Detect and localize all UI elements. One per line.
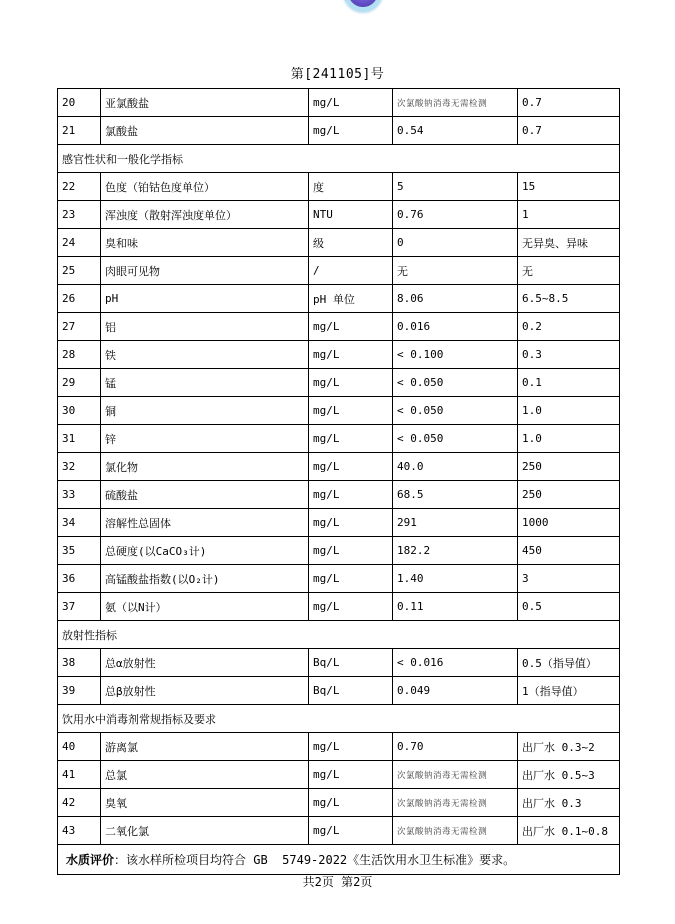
unit-cell: Bq/L [309,649,393,677]
parameter-cell: 二氧化氯 [101,817,309,845]
unit-cell: 级 [309,229,393,257]
value-cell: 次氯酸钠消毒无需检测 [393,761,518,789]
document-number: 第[241105]号 [290,67,385,82]
limit-cell: 1000 [518,509,620,537]
table-row [58,369,620,397]
limit-cell: 6.5~8.5 [518,285,620,313]
row-number-cell: 38 [58,649,101,677]
unit-cell: mg/L [309,537,393,565]
value-cell: 0.049 [393,677,518,705]
table-row [58,173,620,201]
table-row [58,313,620,341]
unit-cell: mg/L [309,453,393,481]
value-cell: 0 [393,229,518,257]
table-row [58,733,620,761]
limit-cell: 450 [518,537,620,565]
water-quality-table [57,88,620,875]
row-number-cell: 31 [58,425,101,453]
table-row [58,201,620,229]
section-label: 饮用水中消毒剂常规指标及要求 [58,705,620,733]
parameter-cell: 浑浊度（散射浑浊度单位） [101,201,309,229]
parameter-cell: 氯酸盐 [101,117,309,145]
row-number-cell: 30 [58,397,101,425]
table-row [58,285,620,313]
unit-cell: mg/L [309,425,393,453]
value-cell: < 0.050 [393,369,518,397]
table-row [58,761,620,789]
unit-cell: mg/L [309,509,393,537]
limit-cell: 无 [518,257,620,285]
evaluation-row [58,845,620,875]
limit-cell: 出厂水 0.5~3 [518,761,620,789]
parameter-cell: 总氯 [101,761,309,789]
row-number-cell: 28 [58,341,101,369]
table-row [58,257,620,285]
limit-cell: 0.7 [518,117,620,145]
value-cell: 291 [393,509,518,537]
value-cell: 0.016 [393,313,518,341]
unit-cell: mg/L [309,397,393,425]
limit-cell: 0.5 [518,593,620,621]
row-number-cell: 23 [58,201,101,229]
value-cell: < 0.100 [393,341,518,369]
limit-cell: 1（指导值） [518,677,620,705]
unit-cell: mg/L [309,341,393,369]
row-number-cell: 33 [58,481,101,509]
parameter-cell: 总α放射性 [101,649,309,677]
value-cell: 182.2 [393,537,518,565]
section-label: 放射性指标 [58,621,620,649]
seal-logo-partial-icon [343,0,383,12]
value-cell: 0.54 [393,117,518,145]
parameter-cell: 铝 [101,313,309,341]
unit-cell: mg/L [309,789,393,817]
value-cell: < 0.016 [393,649,518,677]
value-cell: 8.06 [393,285,518,313]
row-number-cell: 32 [58,453,101,481]
unit-cell: mg/L [309,481,393,509]
limit-cell: 0.7 [518,89,620,117]
section-header-row [58,621,620,649]
parameter-cell: 锌 [101,425,309,453]
parameter-cell: 锰 [101,369,309,397]
section-header-row [58,145,620,173]
row-number-cell: 35 [58,537,101,565]
table-row [58,649,620,677]
row-number-cell: 24 [58,229,101,257]
evaluation-text: ：该水样所检项目均符合 GB 5749-2022《生活饮用水卫生标准》要求。 [114,853,516,867]
table-row [58,89,620,117]
unit-cell: 度 [309,173,393,201]
parameter-cell: 高锰酸盐指数(以O₂计) [101,565,309,593]
value-cell: < 0.050 [393,425,518,453]
unit-cell: mg/L [309,733,393,761]
parameter-cell: 铁 [101,341,309,369]
limit-cell: 15 [518,173,620,201]
value-cell: 次氯酸钠消毒无需检测 [393,817,518,845]
value-cell: 0.11 [393,593,518,621]
section-label: 感官性状和一般化学指标 [58,145,620,173]
value-cell: 40.0 [393,453,518,481]
parameter-cell: 臭氧 [101,789,309,817]
limit-cell: 出厂水 0.3~2 [518,733,620,761]
limit-cell: 1.0 [518,425,620,453]
unit-cell: mg/L [309,565,393,593]
limit-cell: 3 [518,565,620,593]
table-row [58,789,620,817]
value-cell: 68.5 [393,481,518,509]
value-cell: < 0.050 [393,397,518,425]
page-indicator: 共2页 第2页 [302,875,373,889]
limit-cell: 250 [518,453,620,481]
row-number-cell: 37 [58,593,101,621]
table-rows [58,89,620,845]
parameter-cell: 色度（铂钴色度单位） [101,173,309,201]
row-number-cell: 39 [58,677,101,705]
row-number-cell: 41 [58,761,101,789]
unit-cell: mg/L [309,761,393,789]
row-number-cell: 26 [58,285,101,313]
unit-cell: mg/L [309,817,393,845]
unit-cell: Bq/L [309,677,393,705]
table-row [58,677,620,705]
row-number-cell: 25 [58,257,101,285]
row-number-cell: 36 [58,565,101,593]
parameter-cell: 臭和味 [101,229,309,257]
value-cell: 0.70 [393,733,518,761]
parameter-cell: 铜 [101,397,309,425]
row-number-cell: 34 [58,509,101,537]
table-row [58,341,620,369]
parameter-cell: 氯化物 [101,453,309,481]
table-row [58,425,620,453]
parameter-cell: 亚氯酸盐 [101,89,309,117]
parameter-cell: 游离氯 [101,733,309,761]
value-cell: 次氯酸钠消毒无需检测 [393,89,518,117]
limit-cell: 0.5（指导值） [518,649,620,677]
table-row [58,565,620,593]
unit-cell: mg/L [309,369,393,397]
table-row [58,509,620,537]
parameter-cell: 总硬度(以CaCO₃计) [101,537,309,565]
limit-cell: 1 [518,201,620,229]
limit-cell: 无异臭、异味 [518,229,620,257]
table-row [58,453,620,481]
row-number-cell: 43 [58,817,101,845]
parameter-cell: 肉眼可见物 [101,257,309,285]
row-number-cell: 29 [58,369,101,397]
limit-cell: 1.0 [518,397,620,425]
table-row [58,593,620,621]
limit-cell: 0.2 [518,313,620,341]
evaluation-label: 水质评价 [66,853,115,867]
unit-cell: pH 单位 [309,285,393,313]
unit-cell: / [309,257,393,285]
parameter-cell: 氨（以N计） [101,593,309,621]
table-row [58,817,620,845]
row-number-cell: 20 [58,89,101,117]
limit-cell: 0.1 [518,369,620,397]
limit-cell: 出厂水 0.3 [518,789,620,817]
parameter-cell: pH [101,285,309,313]
row-number-cell: 21 [58,117,101,145]
row-number-cell: 27 [58,313,101,341]
table-row [58,229,620,257]
limit-cell: 250 [518,481,620,509]
value-cell: 次氯酸钠消毒无需检测 [393,789,518,817]
limit-cell: 出厂水 0.1~0.8 [518,817,620,845]
unit-cell: mg/L [309,313,393,341]
table-row [58,397,620,425]
section-header-row [58,705,620,733]
value-cell: 0.76 [393,201,518,229]
unit-cell: mg/L [309,593,393,621]
row-number-cell: 22 [58,173,101,201]
limit-cell: 0.3 [518,341,620,369]
row-number-cell: 42 [58,789,101,817]
unit-cell: mg/L [309,117,393,145]
parameter-cell: 硫酸盐 [101,481,309,509]
table-row [58,537,620,565]
parameter-cell: 溶解性总固体 [101,509,309,537]
unit-cell: NTU [309,201,393,229]
row-number-cell: 40 [58,733,101,761]
unit-cell: mg/L [309,89,393,117]
parameter-cell: 总β放射性 [101,677,309,705]
value-cell: 5 [393,173,518,201]
table-row [58,117,620,145]
value-cell: 1.40 [393,565,518,593]
table-row [58,481,620,509]
evaluation-section [58,845,620,875]
evaluation-cell [58,845,620,875]
value-cell: 无 [393,257,518,285]
